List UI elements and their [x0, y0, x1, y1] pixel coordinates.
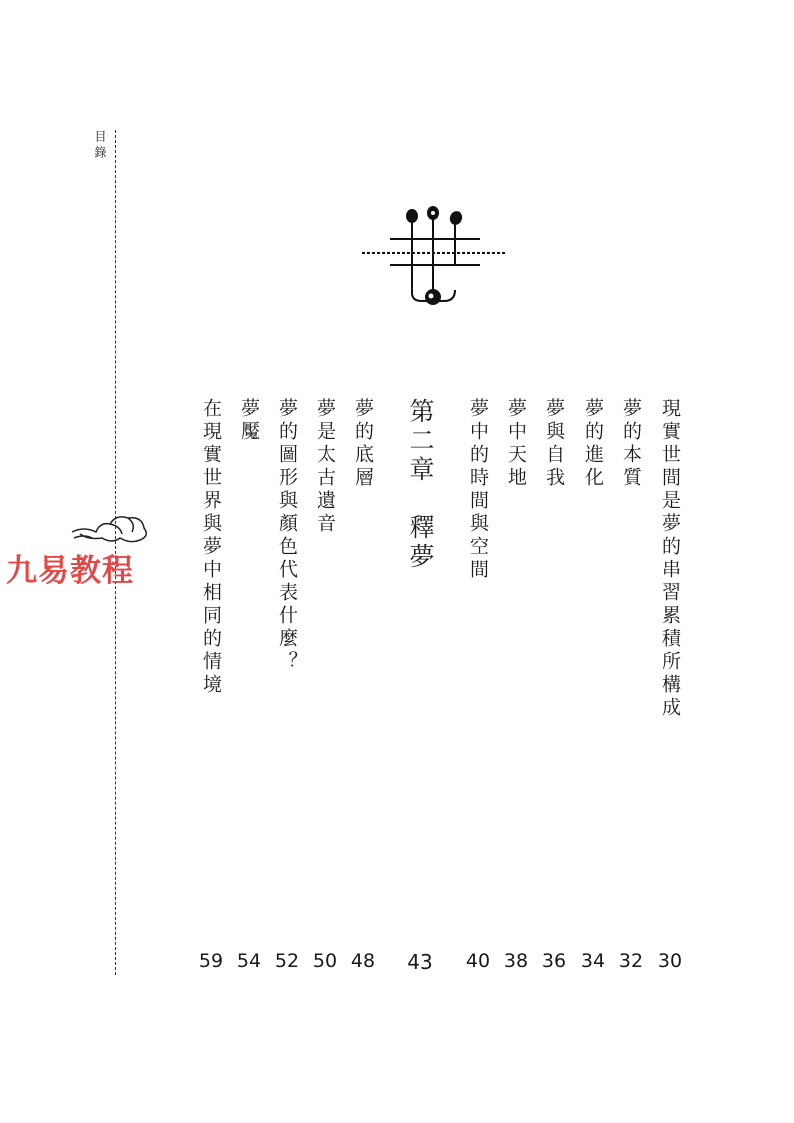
- toc-entry-title: 現實世間是夢的串習累積所構成: [659, 398, 681, 720]
- toc-entry-page: 52: [274, 950, 300, 972]
- toc-entry-title: 夢中的時間與空間: [467, 398, 489, 582]
- toc-entry: [611, 398, 651, 988]
- chapter-title: 第二章 釋夢: [406, 398, 435, 572]
- toc-entry-title: 夢魘: [238, 398, 260, 444]
- toc-entry-title: 夢中天地: [505, 398, 527, 490]
- toc-entry-title: 夢的圖形與顏色代表什麼？: [276, 398, 298, 674]
- toc-entry-page: 34: [580, 950, 606, 972]
- toc-entry-title: 夢與自我: [543, 398, 565, 490]
- toc-entry: [267, 398, 307, 988]
- toc-entry: [458, 398, 498, 988]
- toc-entry-title: 在現實世界與夢中相同的情境: [200, 398, 222, 697]
- toc-entry-page: 59: [198, 950, 224, 972]
- toc-entry-page: 30: [657, 950, 683, 972]
- toc-entry: [496, 398, 536, 988]
- toc-entry: [343, 398, 383, 988]
- toc-entry-page: 48: [350, 950, 376, 972]
- toc-entry-page: 40: [465, 950, 491, 972]
- chapter-ornament: [362, 205, 507, 310]
- toc-entry: [191, 398, 231, 988]
- toc-entry-title: 夢的本質: [620, 398, 642, 490]
- running-header: 目錄: [93, 130, 107, 162]
- toc-entry-page: 32: [618, 950, 644, 972]
- toc-entry: [229, 398, 269, 988]
- toc-entry: [305, 398, 345, 988]
- toc-entry-page: 36: [541, 950, 567, 972]
- toc-chapter-heading: [400, 398, 440, 988]
- toc-entry: [650, 398, 690, 988]
- chapter-page: 43: [407, 950, 433, 974]
- toc-entry: [534, 398, 574, 988]
- watermark-text: 九易教程: [6, 553, 134, 589]
- toc-entry-page: 50: [312, 950, 338, 972]
- toc-entry-page: 38: [503, 950, 529, 972]
- toc-entry-title: 夢的底層: [352, 398, 374, 490]
- toc-entry-page: 54: [236, 950, 262, 972]
- toc-entry-title: 夢的進化: [582, 398, 604, 490]
- toc-entry: [573, 398, 613, 988]
- cloud-motif: [70, 512, 150, 547]
- toc-entry-title: 夢是太古遺音: [314, 398, 336, 536]
